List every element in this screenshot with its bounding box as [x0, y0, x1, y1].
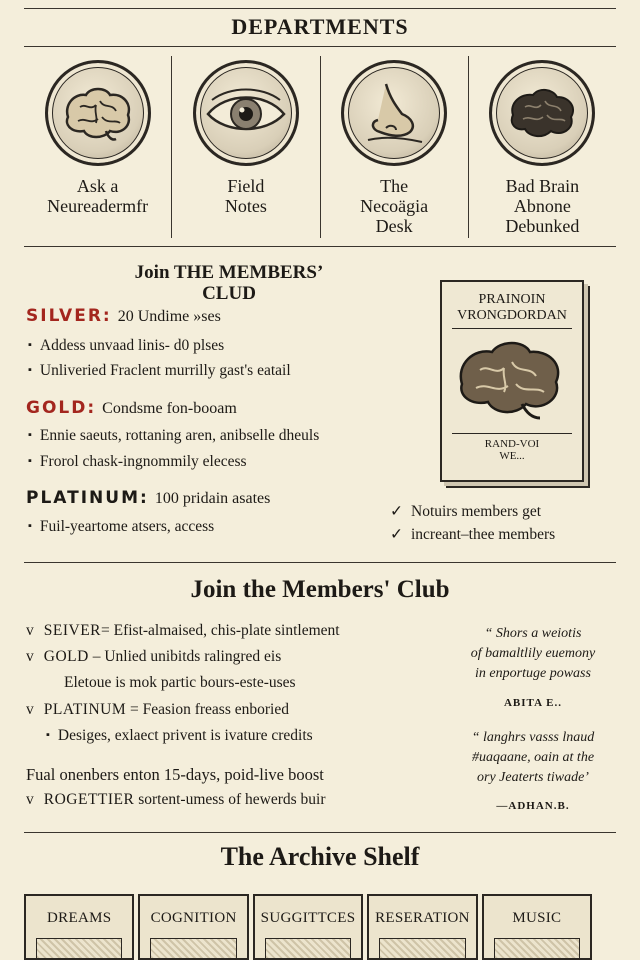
- tier-name: GOLD: [43, 648, 89, 665]
- check-mark: v: [26, 701, 34, 718]
- list-item: ▪ Fuil-yeartome atsers, access: [28, 518, 214, 536]
- tier-text: = Efist-almaised, chis-plate sintlement: [101, 622, 340, 639]
- nose-icon: [341, 60, 447, 166]
- archive-shelf: [24, 894, 592, 960]
- list-item: ▪ Unliveried Fraclent murrilly gast's eatail: [28, 362, 291, 380]
- club-line-silver: [26, 622, 340, 640]
- shelf-label: MUSIC: [512, 910, 562, 926]
- departments-row: [24, 56, 616, 238]
- shelf-item-dreams[interactable]: [24, 894, 134, 960]
- tier-platinum-desc: 100 pridain asates: [154, 490, 271, 507]
- book-footer: RAND-VOI WE...: [452, 433, 572, 462]
- book-brain-icon: [452, 334, 572, 424]
- tier-name: SEIVER: [43, 622, 101, 639]
- club-footer-line: Fual onenbers enton 15-days, poid-live boost: [26, 765, 324, 784]
- featured-book[interactable]: [440, 276, 590, 482]
- departments-heading: DEPARTMENTS: [231, 14, 409, 39]
- list-item: ▪ Desiges, exlaect privent is ivature credits: [46, 727, 313, 745]
- brain-icon: [45, 60, 151, 166]
- department-necoagia-desk[interactable]: [320, 56, 468, 238]
- tier-text: – Unlied unibitds ralingred eis: [88, 648, 282, 665]
- dark-brain-icon: [489, 60, 595, 166]
- club-line-extra: [64, 674, 296, 692]
- shelf-item-suggittces[interactable]: [253, 894, 363, 960]
- benefit-check: ✓ increant–thee members: [390, 525, 555, 544]
- department-ask-neuroscientist[interactable]: [24, 56, 171, 238]
- shelf-label: COGNITION: [150, 910, 237, 926]
- tier-gold-name: GOLD:: [26, 398, 97, 418]
- section-rule-2: [24, 562, 616, 563]
- shelf-label: RESERATION: [375, 910, 470, 926]
- archive-title: The Archive Shelf: [220, 842, 420, 871]
- departments-rule: [24, 46, 616, 47]
- list-item: ▪ Addess unvaad linis- d0 plses: [28, 337, 224, 355]
- club-top-title: Join THE MEMBERS’ CLUD: [134, 262, 324, 304]
- tier-text: = Feasion freass enboried: [126, 701, 289, 718]
- club-footer-line-2: [26, 791, 325, 809]
- list-item: ▪ Ennie saeuts, rottaning aren, anibselle dheuls: [28, 427, 319, 445]
- tier-silver-name: SILVER:: [26, 306, 112, 326]
- testimonial-author: —ADHAN.B.: [496, 800, 570, 812]
- shelf-art: [379, 938, 465, 958]
- shelf-art: [265, 938, 351, 958]
- book-cover: [440, 280, 584, 482]
- club-line-gold: [26, 648, 281, 666]
- shelf-item-cognition[interactable]: [138, 894, 248, 960]
- tier-gold-desc: Condsme fon-booam: [102, 400, 237, 417]
- department-bad-brain-debunked[interactable]: [468, 56, 616, 238]
- shelf-label: SUGGITTCES: [260, 910, 356, 926]
- tier-silver-desc: 20 Undime »ses: [117, 308, 221, 325]
- testimonial-author: ABITA E..: [503, 697, 562, 709]
- check-mark: v: [26, 622, 34, 639]
- club-line-platinum: [26, 701, 289, 719]
- department-label: Ask a Neureadermfr: [47, 176, 149, 216]
- tier-text: sortent-umess of hewerds buir: [134, 791, 326, 808]
- book-title: PRAINOIN VRONGDORDAN: [452, 292, 572, 329]
- tier-name: PLATINUM: [43, 701, 127, 718]
- department-label: Bad Brain Abnone Debunked: [505, 176, 580, 236]
- top-rule: [24, 8, 616, 9]
- department-label: The Necoägia Desk: [360, 176, 429, 236]
- check-mark: v: [26, 791, 34, 808]
- department-label: Field Notes: [224, 176, 267, 216]
- tier-platinum: [26, 488, 270, 508]
- shelf-item-reseration[interactable]: [367, 894, 477, 960]
- tier-text: Eletoue is mok partic bours-este-uses: [64, 674, 296, 691]
- section-rule-3: [24, 832, 616, 833]
- tier-name: ROGETTIER: [43, 791, 135, 808]
- shelf-label: DREAMS: [47, 910, 112, 926]
- testimonial-quote: “ Shors a weiotis of bamaltlily euemony in enportuge powass: [470, 626, 596, 681]
- check-mark: v: [26, 648, 34, 665]
- benefit-check: ✓ Notuirs members get: [390, 502, 541, 521]
- club-main-title: Join the Members' Club: [190, 576, 450, 603]
- department-field-notes[interactable]: [171, 56, 319, 238]
- shelf-art: [150, 938, 236, 958]
- tier-platinum-name: PLATINUM:: [26, 488, 149, 508]
- testimonial-quote: “ langhrs vasss lnaud #uaqaane, oain at the ory Jeaterts tiwade’: [471, 730, 595, 785]
- list-item: ▪ Frorol chask-ingnommily elecess: [28, 453, 247, 471]
- shelf-item-music[interactable]: [482, 894, 592, 960]
- shelf-art: [494, 938, 580, 958]
- section-rule-1: [24, 246, 616, 247]
- tier-gold: [26, 398, 237, 418]
- eye-icon: [193, 60, 299, 166]
- shelf-art: [36, 938, 122, 958]
- tier-silver: [26, 306, 221, 326]
